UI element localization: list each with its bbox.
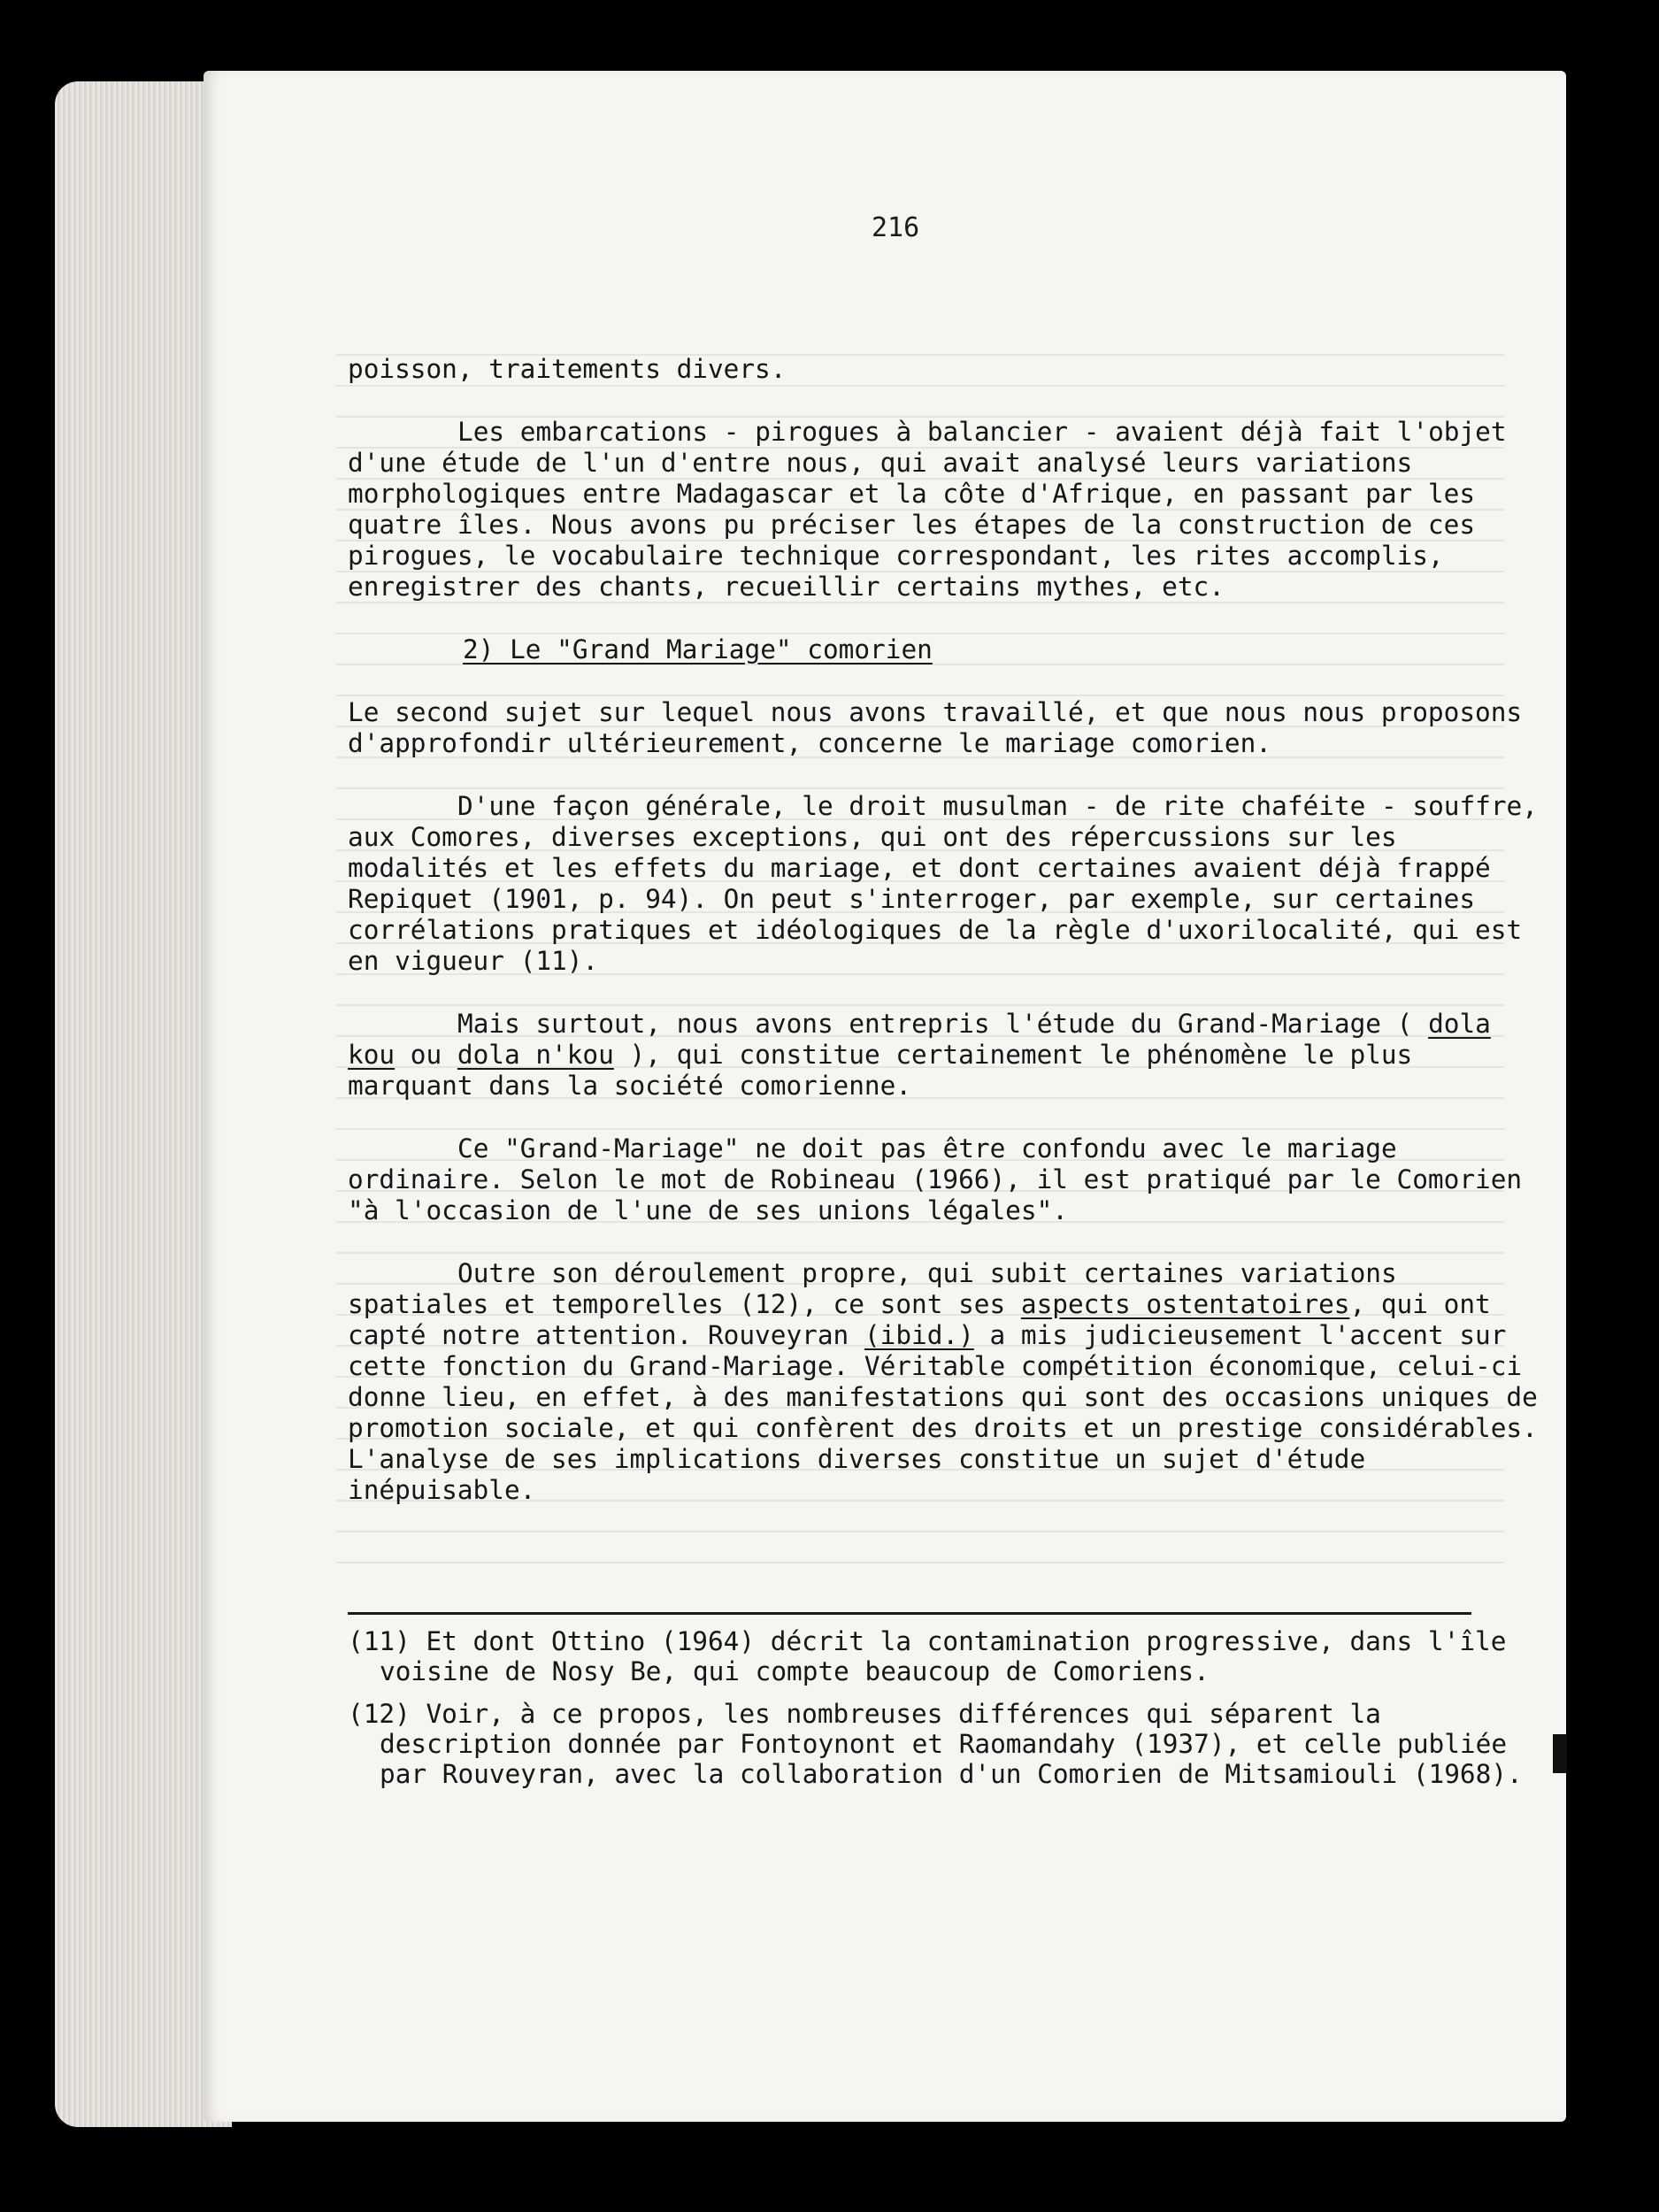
paragraph-3 — [348, 791, 1551, 977]
paragraph-4-text-a: Mais surtout, nous avons entrepris l'étude du Grand-Mariage ( — [457, 1009, 1413, 1039]
paragraph-2: Le second sujet sur lequel nous avons travaillé, et que nous nous proposons d'approfondir ultérieurement, concerne le mariage comorien. — [348, 697, 1523, 758]
paragraph-6-text-b: , qui ont capté notre attention. Rouveyran — [348, 1289, 1491, 1350]
footnote-divider — [348, 1612, 1471, 1615]
paragraph-0: poisson, traitements divers. — [348, 354, 787, 384]
footnote-11: (11) Et dont Ottino (1964) décrit la contamination progressive, dans l'île voisine de Nosy Be, qui compte beaucoup de Comoriens. — [348, 1626, 1507, 1686]
paragraph-5 — [348, 1133, 1551, 1226]
page-number: 216 — [872, 212, 920, 243]
footnotes — [348, 1626, 1560, 1801]
paragraph-6-text-c: a mis judicieusement l'accent sur cette fonction du Grand-Mariage. Véritable compétition économique, celui-ci donne lieu, en effet, à des manifestations qui sont des occasions uniques de promotion sociale, et qui confèrent des droits et un prestige considérables. L'analyse de ses implications diverses constitue un sujet d'étude inépuisable. — [348, 1320, 1538, 1505]
paragraph-5-text: Ce "Grand-Mariage" ne doit pas être confondu avec le mariage ordinaire. Selon le mot de Robineau (1966), il est pratiqué par le Comorien "à l'occasion de l'une de ses unions légales". — [348, 1133, 1523, 1225]
paragraph-6 — [348, 1258, 1551, 1506]
body-text — [348, 354, 1551, 1538]
section-heading-grand-mariage: 2) Le "Grand Mariage" comorien — [463, 634, 933, 664]
term-dola-kou: dola kou — [348, 1009, 1491, 1070]
footnote-12: (12) Voir, à ce propos, les nombreuses différences qui séparent la description donnée par Fontoynont et Raomandahy (1937), et celle publiée par Rouveyran, avec la collaboration d'un Comorien de Mitsamiouli (1968). — [348, 1699, 1523, 1789]
page-edge-mark — [1553, 1734, 1567, 1773]
emphasis-aspects-ostentatoires: aspects ostentatoires — [1020, 1289, 1350, 1319]
paragraph-4-text-b: ou — [395, 1040, 457, 1070]
paragraph-3-text: D'une façon générale, le droit musulman - de rite chaféite - souffre, aux Comores, diverses exceptions, qui ont des répercussions sur les modalités et les effets du mariage, et dont certaines avaient déjà frappé Repiquet (1901, p. 94). On peut s'interroger, par exemple, sur certaines corrélations pratiques et idéologiques de la règle d'uxorilocalité, qui est en vigueur (11). — [348, 791, 1538, 976]
paragraph-1-text: Les embarcations - pirogues à balancier - avaient déjà fait l'objet d'une étude de l'un d'entre nous, qui avait analysé leurs variations morphologiques entre Madagascar et la côte d'Afrique, en passant par les quatre îles. Nous avons pu préciser les étapes de la construction de ces pirogues, le vocabulaire technique correspondant, les rites accomplis, enregistrer des chants, recueillir certains mythes, etc. — [348, 417, 1507, 602]
term-dola-nkou: dola n'kou — [457, 1040, 614, 1070]
paragraph-4 — [348, 1009, 1551, 1102]
emphasis-ibid: (ibid.) — [864, 1320, 974, 1350]
paragraph-4-text-c: ), qui constitue certainement le phénomène le plus marquant dans la société comorienne. — [348, 1040, 1413, 1101]
paragraph-1 — [348, 417, 1551, 603]
paragraph-6-text-a: Outre son déroulement propre, qui subit certaines variations spatiales et temporelles (12), ce sont ses — [348, 1258, 1397, 1319]
